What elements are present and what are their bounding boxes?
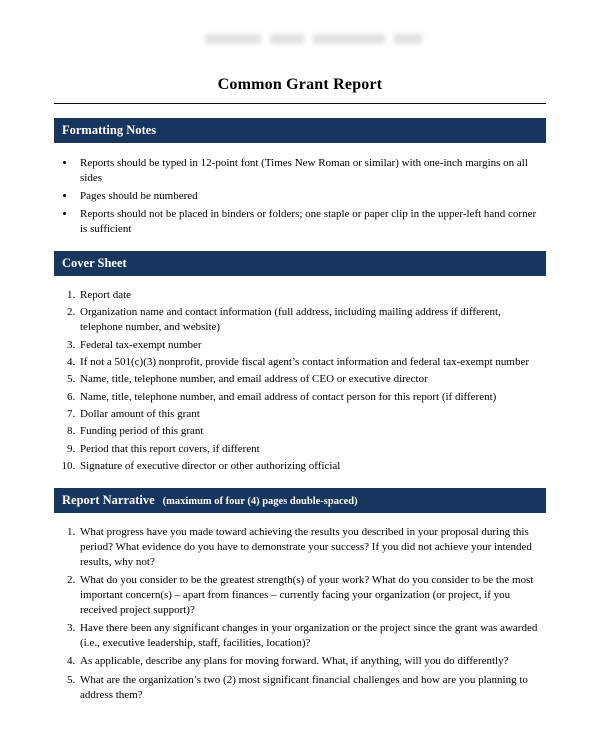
list-item: 1. Report date: [78, 288, 546, 303]
section-header-note: (maximum of four (4) pages double-spaced): [162, 495, 358, 507]
list-item: 4. As applicable, describe any plans for moving forward. What, if anything, will you do differently?: [78, 654, 546, 669]
list-item: 10. Signature of executive director or other authorizing official: [78, 459, 546, 474]
list-item: 6. Name, title, telephone number, and email address of contact person for this report (if different): [78, 390, 546, 405]
list-item: 5. What are the organization’s two (2) most significant financial challenges and how are you planning to address them?: [78, 673, 546, 703]
section-header-label: Formatting Notes: [62, 123, 157, 137]
page-title: Common Grant Report: [217, 76, 383, 93]
list-item: 5. Name, title, telephone number, and email address of CEO or executive director: [78, 372, 546, 387]
section-header-report-narrative: [54, 488, 546, 513]
list-item: 8. Funding period of this grant: [78, 424, 546, 439]
section-header-cover-sheet: [54, 251, 546, 276]
section-header-label: Cover Sheet: [62, 255, 127, 270]
list-item: • Reports should be typed in 12-point font (Times New Roman or similar) with one-inch margins on all sides: [76, 156, 546, 186]
section-header-formatting-notes: [54, 118, 546, 143]
list-item: 9. Period that this report covers, if different: [78, 442, 546, 457]
list-item: 3. Have there been any significant changes in your organization or the project since the grant was awarded (i.e., executive leadership, staff, facilities, location)?: [78, 621, 546, 651]
list-item: 3. Federal tax-exempt number: [78, 338, 546, 353]
list-item: 2. What do you consider to be the greatest strength(s) of your work? What do you consider to be the most important concern(s) – apart from finances – currently facing your organization (or project, if you received project support)?: [78, 573, 546, 618]
list-item: • Pages should be numbered: [76, 189, 546, 204]
list-item: 2. Organization name and contact information (full address, including mailing address if different, telephone number, and website): [78, 305, 546, 335]
cover-sheet-list: [54, 288, 546, 474]
list-item: 7. Dollar amount of this grant: [78, 407, 546, 422]
list-item: 1. What progress have you made toward achieving the results you described in your proposal during this period? What evidence do you have to demonstrate your success? If you did not achieve your intended results, why not?: [78, 525, 546, 570]
list-item: 4. If not a 501(c)(3) nonprofit, provide fiscal agent’s contact information and federal tax-exempt number: [78, 355, 546, 370]
report-narrative-list: [54, 525, 546, 702]
watermark-blur: [205, 34, 422, 44]
formatting-notes-list: [54, 156, 546, 236]
title-divider: [54, 103, 546, 104]
section-header-label: Report Narrative: [62, 492, 155, 507]
list-item: • Reports should not be placed in binders or folders; one staple or paper clip in the upper-left hand corner is sufficient: [76, 207, 546, 237]
